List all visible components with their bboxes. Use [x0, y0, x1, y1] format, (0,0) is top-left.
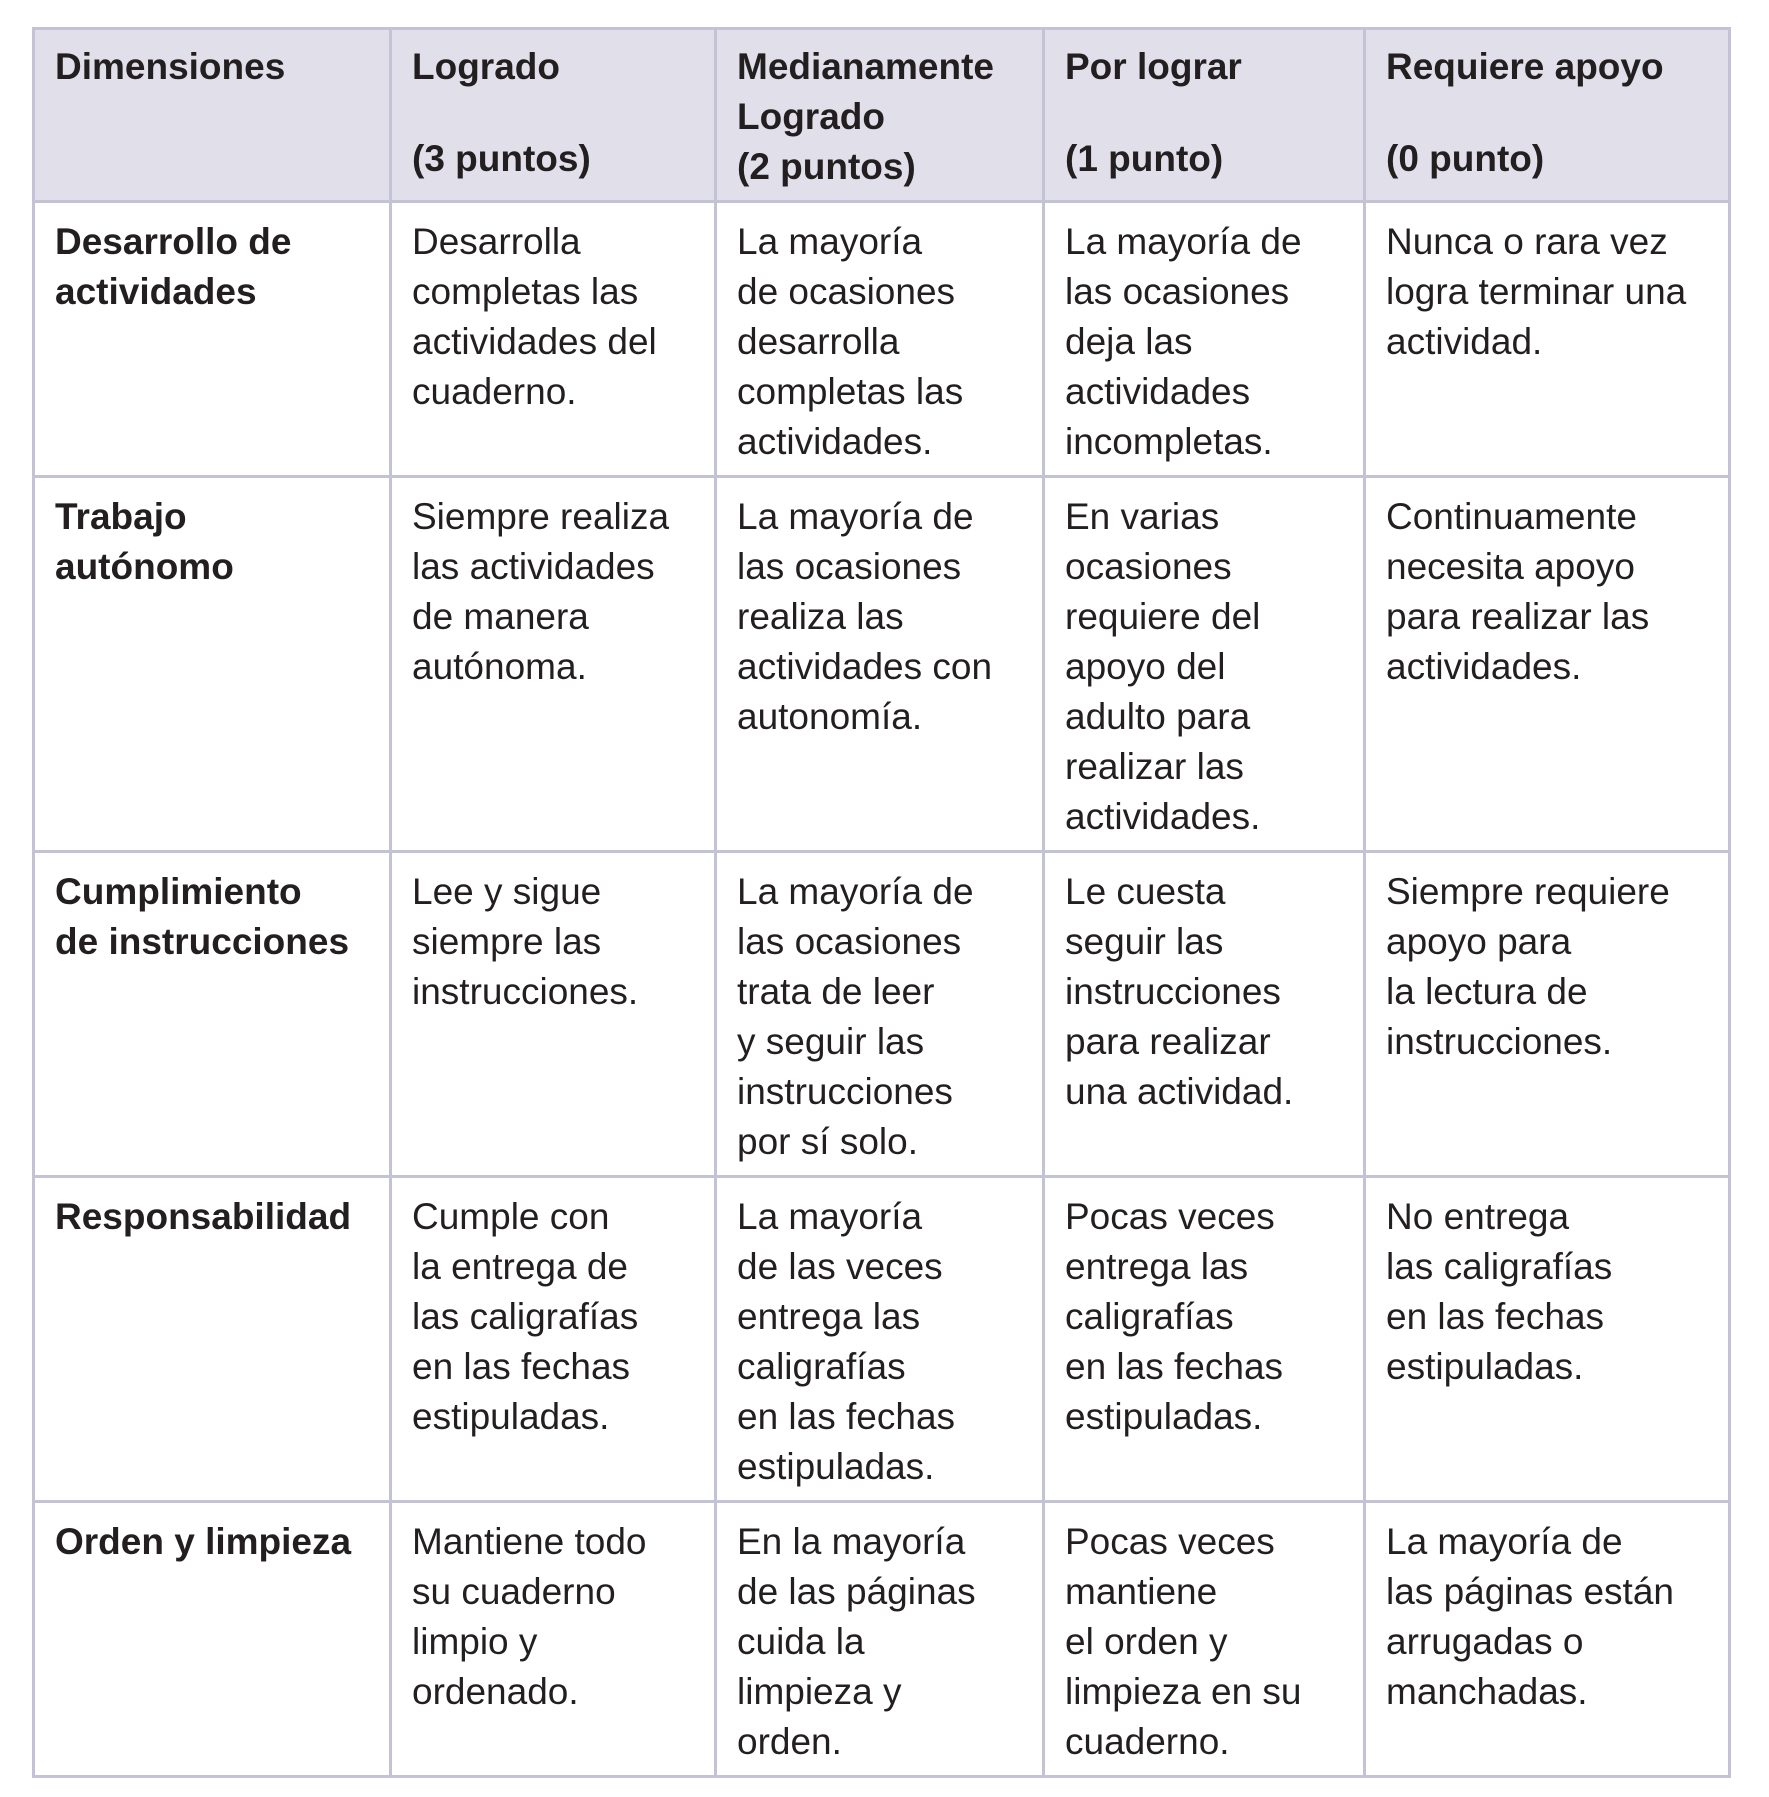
- criterion-text: En la mayoría de las páginas cuida la limpieza y orden.: [737, 1521, 976, 1762]
- table-row: [34, 852, 1730, 1177]
- criterion-text: Nunca o rara vez logra terminar una actividad.: [1386, 221, 1687, 362]
- criterion-text: La mayoría de las ocasiones trata de leer y seguir las instrucciones por sí solo.: [737, 871, 974, 1162]
- level-points: (0 punto): [1386, 138, 1545, 179]
- header-level-requiere-apoyo: [1365, 29, 1730, 202]
- criterion-cell: [716, 477, 1044, 852]
- criterion-cell: [1044, 477, 1365, 852]
- header-row: [34, 29, 1730, 202]
- criterion-text: Pocas veces entrega las caligrafías en las fechas estipuladas.: [1065, 1196, 1284, 1437]
- criterion-cell: [716, 1177, 1044, 1502]
- table-row: [34, 1177, 1730, 1502]
- criterion-text: La mayoría de ocasiones desarrolla completas las actividades.: [737, 221, 964, 462]
- dimension-cell: [34, 1177, 391, 1502]
- criterion-text: Continuamente necesita apoyo para realizar las actividades.: [1386, 496, 1650, 687]
- level-title: Requiere apoyo: [1386, 46, 1664, 87]
- criterion-cell: [1044, 202, 1365, 477]
- criterion-cell: [1044, 1502, 1365, 1777]
- rubric-table: [32, 27, 1731, 1778]
- criterion-text: En varias ocasiones requiere del apoyo del adulto para realizar las actividades.: [1065, 496, 1261, 837]
- level-title: Medianamente Logrado: [737, 46, 995, 137]
- criterion-text: Cumple con la entrega de las caligrafías en las fechas estipuladas.: [412, 1196, 639, 1437]
- header-dimensions-label: Dimensiones: [55, 46, 286, 87]
- dimension-label: Responsabilidad: [55, 1196, 352, 1237]
- criterion-text: No entrega las caligrafías en las fechas estipuladas.: [1386, 1196, 1613, 1387]
- criterion-cell: [1365, 1177, 1730, 1502]
- table-row: [34, 1502, 1730, 1777]
- criterion-cell: [1365, 477, 1730, 852]
- dimension-label: Cumplimiento de instrucciones: [55, 871, 350, 962]
- dimension-cell: [34, 852, 391, 1177]
- criterion-cell: [391, 1502, 716, 1777]
- criterion-cell: [1365, 202, 1730, 477]
- criterion-cell: [391, 477, 716, 852]
- header-level-por-lograr: [1044, 29, 1365, 202]
- criterion-cell: [391, 852, 716, 1177]
- criterion-text: Mantiene todo su cuaderno limpio y ordenado.: [412, 1521, 647, 1712]
- criterion-text: Pocas veces mantiene el orden y limpieza en su cuaderno.: [1065, 1521, 1302, 1762]
- criterion-text: La mayoría de las ocasiones realiza las actividades con autonomía.: [737, 496, 993, 737]
- dimension-label: Trabajo autónomo: [55, 496, 234, 587]
- level-points: (2 puntos): [737, 146, 916, 187]
- criterion-cell: [391, 1177, 716, 1502]
- level-points: (1 punto): [1065, 138, 1224, 179]
- header-level-logrado: [391, 29, 716, 202]
- criterion-text: Siempre realiza las actividades de manera autónoma.: [412, 496, 670, 687]
- dimension-label: Orden y limpieza: [55, 1521, 352, 1562]
- level-title: Logrado: [412, 46, 560, 87]
- header-level-medianamente-logrado: [716, 29, 1044, 202]
- level-title: Por lograr: [1065, 46, 1242, 87]
- dimension-cell: [34, 1502, 391, 1777]
- criterion-cell: [1365, 1502, 1730, 1777]
- criterion-cell: [391, 202, 716, 477]
- criterion-text: Desarrolla completas las actividades del cuaderno.: [412, 221, 657, 412]
- criterion-text: La mayoría de las páginas están arrugadas o manchadas.: [1386, 1521, 1674, 1712]
- criterion-cell: [716, 852, 1044, 1177]
- rubric-header: [34, 29, 1730, 202]
- dimension-cell: [34, 202, 391, 477]
- criterion-text: Lee y sigue siempre las instrucciones.: [412, 871, 639, 1012]
- criterion-text: Le cuesta seguir las instrucciones para realizar una actividad.: [1065, 871, 1294, 1112]
- level-points: (3 puntos): [412, 138, 591, 179]
- criterion-cell: [716, 202, 1044, 477]
- dimension-cell: [34, 477, 391, 852]
- table-row: [34, 477, 1730, 852]
- rubric-body: [34, 202, 1730, 1777]
- criterion-cell: [1365, 852, 1730, 1177]
- criterion-cell: [1044, 1177, 1365, 1502]
- criterion-cell: [1044, 852, 1365, 1177]
- criterion-cell: [716, 1502, 1044, 1777]
- dimension-label: Desarrollo de actividades: [55, 221, 292, 312]
- header-dimensions: [34, 29, 391, 202]
- criterion-text: La mayoría de las ocasiones deja las actividades incompletas.: [1065, 221, 1302, 462]
- criterion-text: La mayoría de las veces entrega las caligrafías en las fechas estipuladas.: [737, 1196, 956, 1487]
- criterion-text: Siempre requiere apoyo para la lectura de instrucciones.: [1386, 871, 1670, 1062]
- table-row: [34, 202, 1730, 477]
